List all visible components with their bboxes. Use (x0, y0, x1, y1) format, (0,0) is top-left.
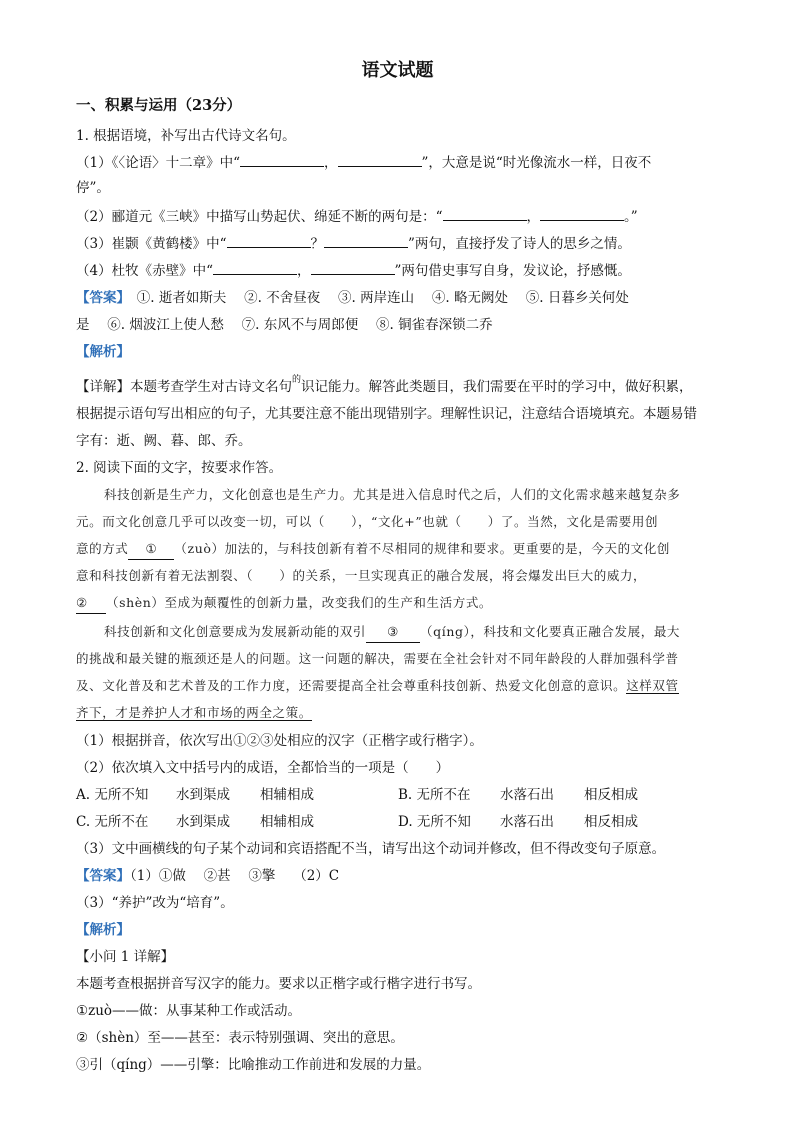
passage-line (76, 676, 736, 696)
q1-answer (76, 288, 736, 308)
q2-detail: ③引（qíng）——引擎：比喻推动工作前进和发展的力量。 (76, 1057, 431, 1073)
passage-text: （zuò）加法的，与科技创新有着不尽相同的规律和要求。更重要的是，今天的文化创 (174, 541, 670, 556)
passage-text: （shèn）至成为颠覆性的创新力量，改变我们的生产和生活方式。 (106, 595, 493, 610)
sub-question-heading: 【小问 1 详解】 (76, 949, 175, 965)
passage-line: 意和科技创新有着无法割裂、（ ）的关系，一旦实现真正的融合发展，将会爆发出巨大的威力， (76, 568, 647, 583)
underlined-sentence: 这样双管 (626, 678, 679, 693)
option-d-2: 水落石出 (500, 814, 554, 830)
passage-line: 科技创新是生产力，文化创意也是生产力。尤其是进入信息时代之后，人们的文化需求越来越复杂多 (104, 487, 681, 502)
q1-sub1 (76, 152, 736, 173)
q1-detail-line2: 根据提示语句写出相应的句子，尤其要注意不能出现错别字。理解性识记，注意结合语境填充。本题易错 (76, 406, 697, 422)
option-a-2: 水到渠成 (176, 787, 230, 803)
q2-sub2: （2）依次填入文中括号内的成语，全都恰当的一项是（ ） (76, 760, 450, 776)
passage-line: 的挑战和最关键的瓶颈还是人的问题。这一问题的解决，需要在全社会针对不同年龄段的人群加强科学普 (76, 651, 679, 666)
q1-sub2-text-a: （2）郦道元《三峡》中描写山势起伏、绵延不断的两句是：“ (76, 209, 443, 225)
option-a[interactable]: A. 无所不知 (76, 787, 149, 803)
q1-sub1-text-b: ， (324, 155, 338, 171)
passage-text: 科技创新和文化创意要成为发展新动能的双引 (104, 624, 367, 639)
q2-stem: 2. 阅读下面的文字，按要求作答。 (76, 460, 283, 476)
passage-line: 元。而文化创意几乎可以改变一切，可以（ ），“文化+”也就（ ）了。当然，文化是需要用创 (76, 514, 659, 529)
analysis-tag: 【解析】 (76, 344, 130, 360)
q1-sub1-cont: 停”。 (76, 180, 110, 196)
q2-detail: 本题考查根据拼音写汉字的能力。要求以正楷字或行楷字进行书写。 (76, 976, 481, 992)
option-c[interactable]: C. 无所不在 (76, 814, 149, 830)
option-b[interactable]: B. 无所不在 (398, 787, 471, 803)
q2-sub1: （1）根据拼音，依次写出①②③处相应的汉字（正楷字或行楷字）。 (76, 733, 483, 749)
q1-sub4-text-c: ”两句借史事写自身，发议论，抒感慨。 (394, 263, 631, 279)
answer-blank[interactable] (338, 152, 422, 167)
q1-answer-cont: 是 ⑥. 烟波江上使人愁 ⑦. 东风不与周郎便 ⑧. 铜雀春深锁二乔 (76, 317, 493, 333)
analysis-tag: 【解析】 (76, 922, 130, 938)
q1-sub2-text-c: 。” (624, 209, 638, 225)
option-d-3: 相反相成 (584, 814, 638, 830)
q2-answer (76, 866, 736, 886)
pinyin-blank-2[interactable]: ② (76, 593, 106, 614)
q1-sub4-text-b: ， (297, 263, 311, 279)
pinyin-blank-1[interactable]: ① (128, 539, 174, 560)
q2-answer-text: （1）①做 ②甚 ③擎 （2）C (130, 868, 340, 884)
q1-sub3-text-b: ？ (310, 236, 324, 252)
answer-tag: 【答案】 (76, 868, 130, 884)
q1-sub3 (76, 233, 736, 254)
answer-blank[interactable] (311, 260, 395, 275)
option-a-3: 相辅相成 (260, 787, 314, 803)
passage-line (104, 622, 764, 643)
q1-sub2 (76, 206, 736, 227)
passage-line (76, 703, 736, 723)
q2-answer-cont: （3）“养护”改为“培育”。 (76, 895, 234, 911)
option-b-3: 相反相成 (584, 787, 638, 803)
option-b-2: 水落石出 (500, 787, 554, 803)
option-c-2: 水到渠成 (176, 814, 230, 830)
passage-text: 意的方式 (76, 541, 129, 556)
answer-tag: 【答案】 (76, 290, 124, 306)
pinyin-blank-3[interactable]: ③ (366, 622, 420, 643)
answer-blank[interactable] (227, 233, 311, 248)
passage-text: 及、文化普及和艺术普及的工作力度，还需要提高全社会尊重科技创新、热爱文化创意的意识。 (76, 678, 627, 693)
q2-detail: ②（shèn）至——甚至：表示特别强调、突出的意思。 (76, 1030, 404, 1046)
q1-answer-text: ①. 逝者如斯夫 ②. 不舍昼夜 ③. 两岸连山 ④. 略无阙处 ⑤. 日暮乡关何处 (136, 290, 629, 306)
q1-detail-line3: 字有：逝、阙、暮、郎、乔。 (76, 433, 252, 449)
q1-sub2-text-b: ， (526, 209, 540, 225)
option-d[interactable]: D. 无所不知 (398, 814, 471, 830)
answer-blank[interactable] (324, 233, 408, 248)
answer-blank[interactable] (540, 206, 624, 221)
page-title: 语文试题 (361, 60, 434, 81)
q1-detail-text-b: 识记能力。解答此类题目，我们需要在平时的学习中，做好积累， (301, 379, 693, 395)
q2-sub3: （3）文中画横线的句子某个动词和宾语搭配不当，请写出这个动词并修改，但不得改变句子原意。 (76, 841, 666, 857)
q1-detail-small: 的 (292, 375, 302, 385)
q1-detail-line1 (76, 377, 736, 399)
answer-blank[interactable] (443, 206, 527, 221)
q1-sub1-text-c: ”，大意是说“时光像流水一样，日夜不 (421, 155, 652, 171)
option-c-3: 相辅相成 (260, 814, 314, 830)
q1-sub3-text-c: ”两句，直接抒发了诗人的思乡之情。 (408, 236, 631, 252)
answer-blank[interactable] (213, 260, 297, 275)
q1-detail-text: 【详解】本题考查学生对古诗文名句 (76, 379, 292, 395)
underlined-sentence: 齐下，才是养护人才和市场的两全之策。 (76, 705, 312, 720)
answer-blank[interactable] (240, 152, 324, 167)
section-heading: 一、积累与运用（23分） (76, 97, 242, 114)
q1-stem: 1. 根据语境，补写出古代诗文名句。 (76, 128, 296, 144)
passage-line (76, 539, 736, 560)
q1-sub1-text-a: （1）《〈论语〉十二章》中“ (76, 155, 240, 171)
passage-text: （qíng），科技和文化要真正融合发展，最大 (420, 624, 681, 639)
passage-line (76, 593, 736, 614)
q1-sub4 (76, 260, 736, 281)
q1-sub4-text-a: （4）杜牧《赤壁》中“ (76, 263, 213, 279)
q1-sub3-text-a: （3）崔颢《黄鹤楼》中“ (76, 236, 227, 252)
q2-detail: ①zuò——做：从事某种工作或活动。 (76, 1003, 302, 1019)
